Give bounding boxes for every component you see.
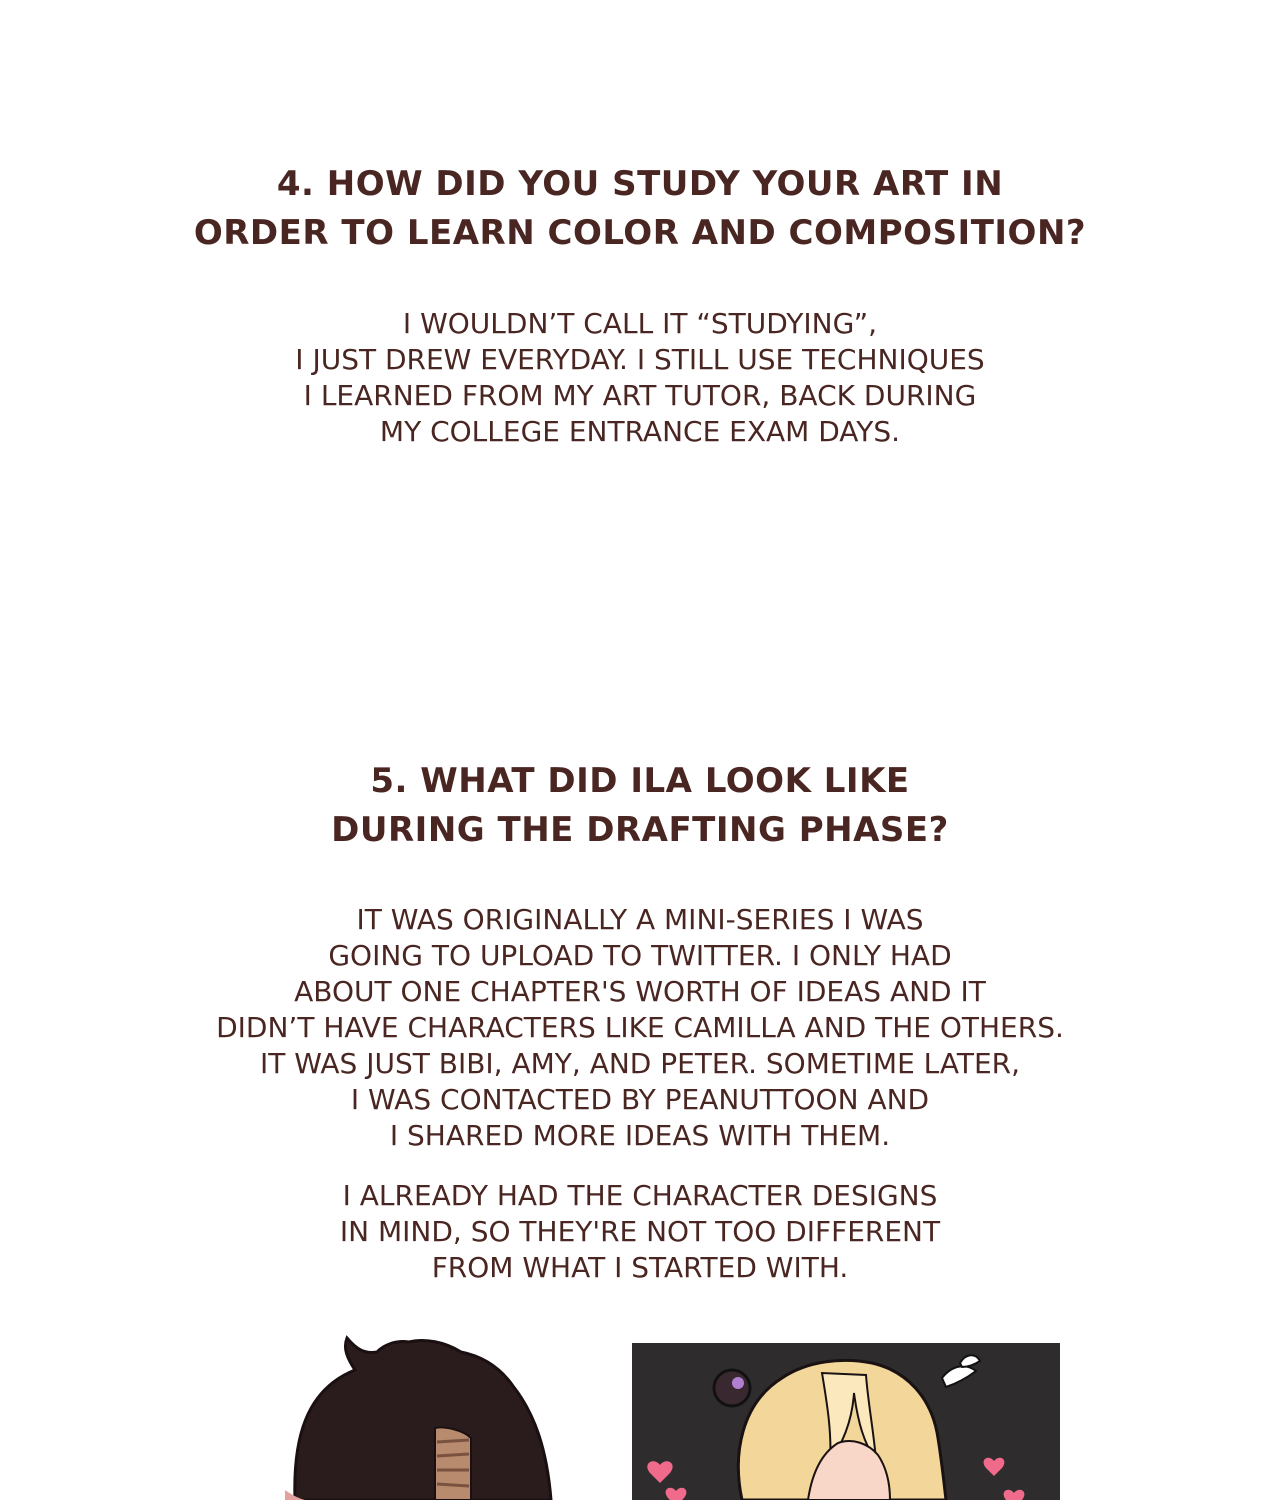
question-line: 5. WHAT DID ILA LOOK LIKE	[370, 761, 910, 801]
answer-line: DIDN’T HAVE CHARACTERS LIKE CAMILLA AND THE OTHERS.	[216, 1011, 1064, 1044]
answer-line: GOING TO UPLOAD TO TWITTER. I ONLY HAD	[328, 939, 952, 972]
dark-haired-character-illustration	[285, 1330, 575, 1500]
question-5-heading	[0, 757, 1280, 855]
answer-line: MY COLLEGE ENTRANCE EXAM DAYS.	[379, 415, 901, 448]
answer-line: IT WAS JUST BIBI, AMY, AND PETER. SOMETIME LATER,	[259, 1047, 1021, 1080]
blonde-character-illustration	[632, 1343, 1060, 1500]
answer-line: I ALREADY HAD THE CHARACTER DESIGNS	[342, 1179, 938, 1212]
answer-line: ABOUT ONE CHAPTER'S WORTH OF IDEAS AND IT	[294, 975, 986, 1008]
answer-line: I JUST DREW EVERYDAY. I STILL USE TECHNIQUES	[295, 343, 985, 376]
answer-4-text	[0, 306, 1280, 450]
answer-line: I WAS CONTACTED BY PEANUTTOON AND	[350, 1083, 930, 1116]
question-line: DURING THE DRAFTING PHASE?	[331, 810, 949, 850]
question-4-heading	[0, 160, 1280, 258]
answer-5-paragraph-1	[0, 902, 1280, 1154]
question-line: 4. HOW DID YOU STUDY YOUR ART IN	[276, 164, 1004, 204]
answer-line: I SHARED MORE IDEAS WITH THEM.	[389, 1119, 891, 1152]
answer-line: I LEARNED FROM MY ART TUTOR, BACK DURING	[303, 379, 977, 412]
answer-line: IN MIND, SO THEY'RE NOT TOO DIFFERENT	[339, 1215, 941, 1248]
question-line: ORDER TO LEARN COLOR AND COMPOSITION?	[193, 213, 1087, 253]
answer-line: I WOULDN’T CALL IT “STUDYING”,	[402, 307, 878, 340]
dark-hair-drawing	[285, 1330, 575, 1500]
blonde-hair-drawing	[632, 1343, 1060, 1500]
answer-5-paragraph-2	[0, 1178, 1280, 1286]
answer-line: IT WAS ORIGINALLY A MINI-SERIES I WAS	[356, 903, 924, 936]
answer-line: FROM WHAT I STARTED WITH.	[431, 1251, 849, 1284]
